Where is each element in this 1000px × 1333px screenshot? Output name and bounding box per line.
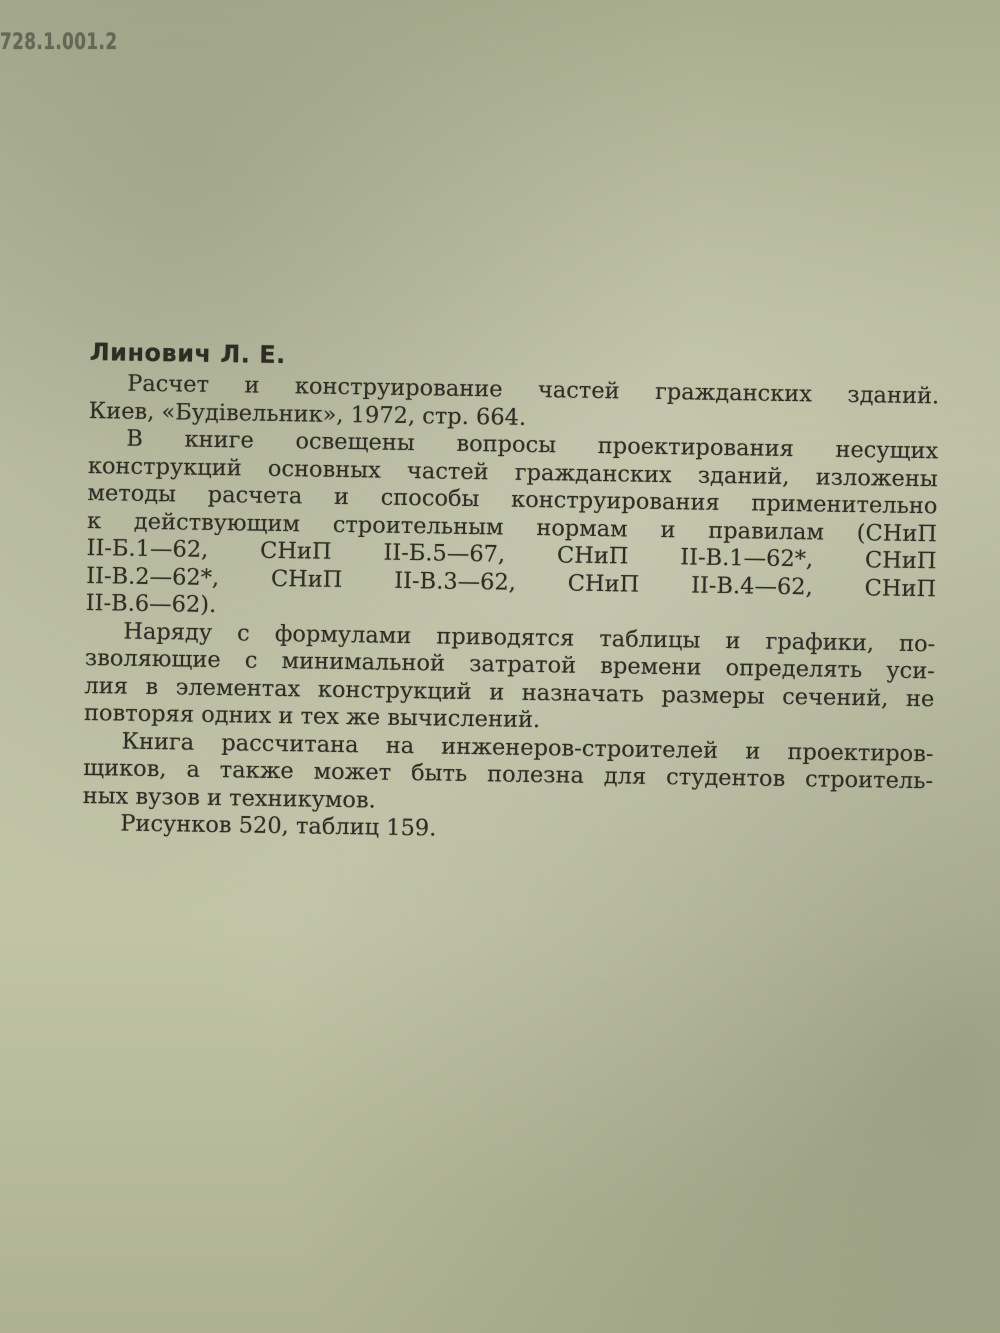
word: проектирования	[597, 432, 794, 463]
word: и	[244, 372, 260, 399]
text-line: повторяя одних и тех же вычислений.	[83, 699, 541, 734]
word: затратой	[468, 650, 577, 679]
text-line: ных вузов и техникумов.	[82, 782, 376, 814]
word: зданий,	[697, 462, 790, 490]
word: расчета	[207, 481, 303, 510]
word: книге	[184, 426, 254, 454]
text-line: II-В.6—62).	[85, 589, 217, 619]
word: инженеров-строителей	[441, 733, 719, 764]
word: Наряду	[123, 618, 213, 646]
word: а	[186, 756, 201, 783]
word: элементах	[175, 673, 301, 702]
word: также	[219, 757, 294, 785]
word: к	[86, 507, 102, 534]
word: по-	[898, 630, 936, 657]
word: действующим	[133, 508, 301, 537]
word: В	[126, 425, 144, 452]
word: рассчитана	[221, 729, 359, 758]
word: конструкций	[87, 452, 242, 481]
catalog-card	[82, 334, 940, 851]
word: конструирование	[294, 373, 503, 403]
word: быть	[410, 760, 468, 787]
word: гражданских	[514, 459, 672, 488]
word: лия	[84, 672, 129, 700]
word: вопросы	[456, 430, 557, 459]
word: II-В.3—62,	[394, 567, 517, 596]
word: зволяющие	[84, 644, 221, 674]
word: методы	[87, 479, 177, 508]
word: и	[660, 516, 676, 543]
word: и	[725, 627, 741, 654]
word: сечений,	[782, 683, 889, 712]
word: и	[333, 483, 350, 511]
audience-paragraph	[83, 727, 934, 823]
word: на	[385, 732, 415, 759]
word: СНиП	[259, 537, 332, 565]
word: времени	[600, 653, 702, 681]
word: минимальной	[281, 648, 446, 677]
word: для	[603, 763, 647, 790]
word: полезна	[486, 761, 585, 789]
word: способы	[380, 484, 480, 513]
word: размеры	[661, 681, 765, 710]
word: в	[145, 673, 159, 700]
word: частей	[406, 457, 489, 485]
word: студентов	[665, 764, 786, 792]
word: может	[313, 758, 392, 786]
word: не	[905, 685, 935, 712]
word: графики,	[765, 628, 875, 656]
word: правилам	[708, 517, 825, 546]
word: II-Б.5—67,	[383, 539, 506, 568]
word: формулами	[274, 620, 412, 649]
word: таблицы	[599, 625, 701, 654]
classification-code: 728.1.001.2	[0, 30, 118, 55]
word: СНиП	[864, 547, 937, 575]
word: II-В.2—62*,	[86, 562, 220, 591]
word: СНиП	[556, 542, 629, 570]
abstract-paragraph	[86, 425, 939, 631]
word: Расчет	[127, 370, 210, 398]
word: СНиП	[567, 570, 640, 598]
word: изложены	[815, 463, 938, 492]
word: применительно	[751, 490, 938, 520]
word: СНиП	[864, 574, 937, 602]
word: II-В.4—62,	[690, 571, 813, 600]
word: конструирования	[510, 486, 720, 516]
word: строительным	[332, 511, 504, 541]
tables-paragraph	[84, 617, 936, 740]
word: частей	[537, 377, 620, 405]
word: II-Б.1—62,	[86, 534, 209, 563]
word: основных	[267, 455, 382, 484]
word: назначать	[521, 679, 645, 708]
word: СНиП	[270, 565, 343, 593]
word: гражданских	[654, 378, 813, 408]
figures-count: Рисунков 520, таблиц 159.	[120, 810, 437, 842]
word: II-В.1—62*,	[680, 544, 814, 573]
word: (СНиП	[856, 519, 938, 547]
word: приводятся	[436, 622, 575, 652]
word: освещены	[295, 428, 415, 457]
word: Книга	[121, 728, 195, 756]
word: конструкций	[317, 676, 472, 705]
word: уси-	[886, 657, 935, 685]
word: нормам	[536, 514, 628, 542]
word: зданий.	[847, 381, 940, 410]
word: щиков,	[82, 754, 167, 783]
word: и	[489, 678, 505, 706]
word: и	[745, 737, 761, 765]
word: с	[236, 619, 250, 647]
word: несущих	[835, 436, 939, 465]
word: определять	[725, 655, 863, 684]
word: проектиров-	[787, 738, 934, 767]
title-line-2: Киев, «Будiвельник», 1972, стр. 664.	[88, 397, 527, 431]
word: с	[244, 647, 258, 674]
word: строитель-	[804, 766, 934, 795]
author-name: Линович Л. Е.	[89, 337, 286, 370]
